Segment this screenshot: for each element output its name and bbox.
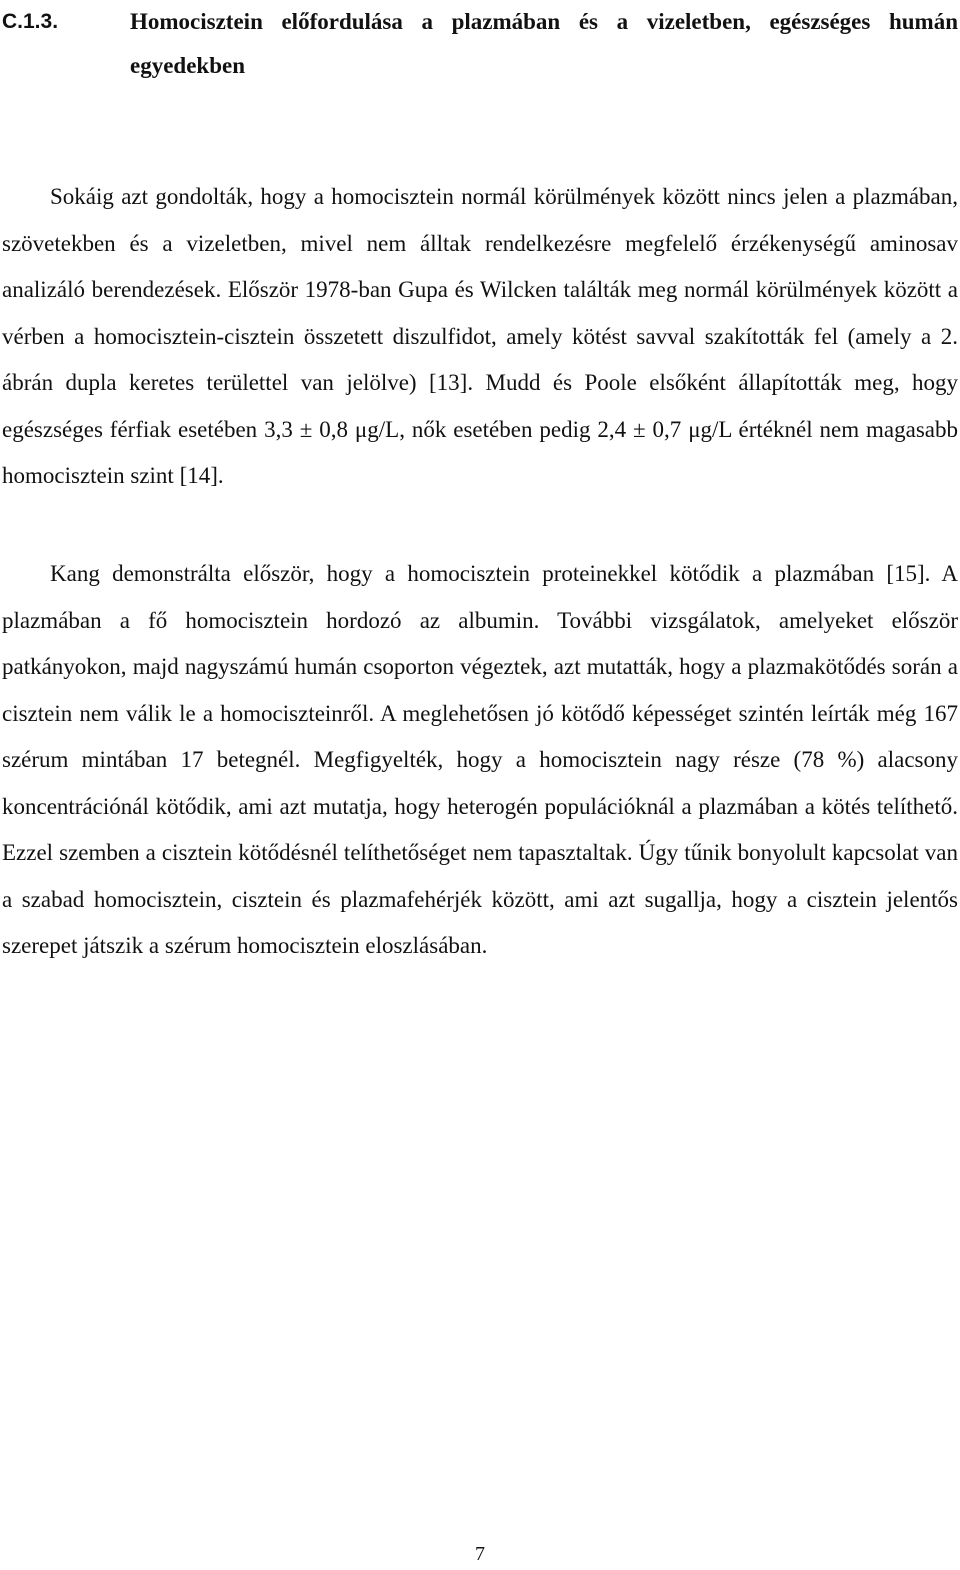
paragraph-1: Sokáig azt gondolták, hogy a homocisztein normál körülmények között nincs jelen a plazmában, szövetekben és a vizeletben, mivel nem álltak rendelkezésre megfelelő érzékenységű aminosav analizáló berendezések. Először 1978-ban Gupa és Wilcken találták meg normál körülmények között a vérben a homocisztein-cisztein összetett diszulfidot, amely kötést savval szakították fel (amely a 2. ábrán dupla keretes területtel van jelölve) [13]. Mudd és Poole elsőként állapították meg, hogy egészséges férfiak esetében 3,3 ± 0,8 μg/L, nők esetében pedig 2,4 ± 0,7 μg/L értéknél nem magasabb homocisztein szint [14]. <box>2 184 958 488</box>
section-number: C.1.3. <box>2 10 59 33</box>
section-heading <box>2 0 958 88</box>
page-number: 7 <box>475 1543 485 1565</box>
paragraph-2: Kang demonstrálta először, hogy a homocisztein proteinekkel kötődik a plazmában [15]. A plazmában a fő homocisztein hordozó az albumin. További vizsgálatok, amelyeket először patkányokon, majd nagyszámú humán csoporton végeztek, azt mutatták, hogy a plazmakötődés során a cisztein nem válik le a homociszteinről. A meglehetősen jó kötődő képességet szintén leírták még 167 szérum mintában 17 betegnél. Megfigyelték, hogy a homocisztein nagy része (78 %) alacsony koncentrációnál kötődik, ami azt mutatja, hogy heterogén populációknál a plazmában a kötés telíthető. Ezzel szemben a cisztein kötődésnél telíthetőséget nem tapasztaltak. Úgy tűnik bonyolult kapcsolat van a szabad homocisztein, cisztein és plazmafehérjék között, ami azt sugallja, hogy a cisztein jelentős szerepet játszik a szérum homocisztein eloszlásában. <box>2 561 958 958</box>
section-title: Homocisztein előfordulása a plazmában és a vizeletben, egészséges humán egyedekben <box>130 9 958 78</box>
